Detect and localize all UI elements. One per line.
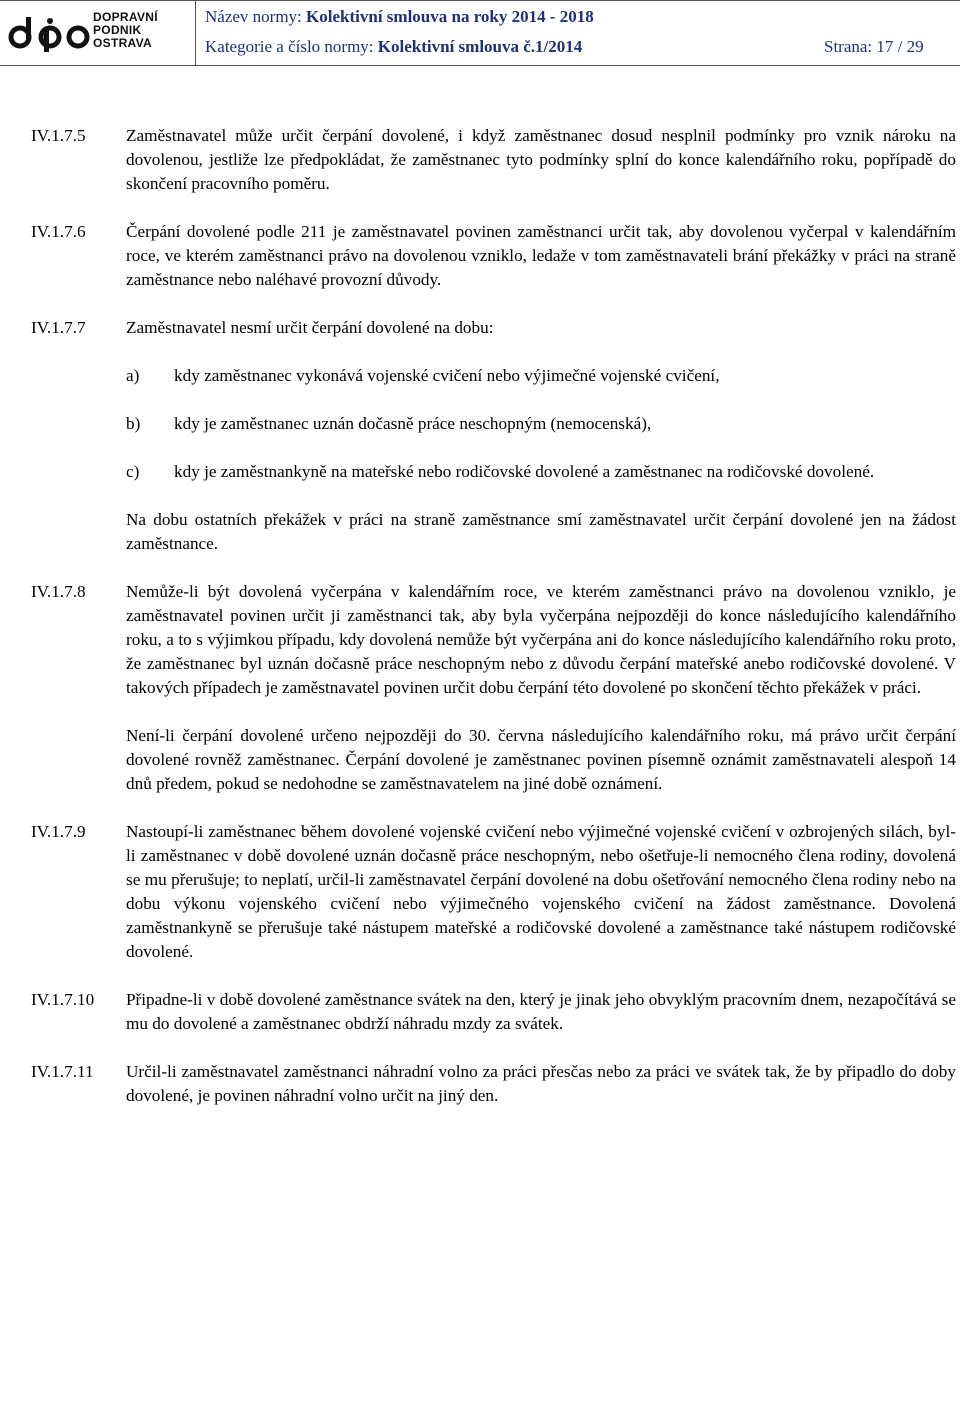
section [0, 316, 960, 556]
paragraph: Nemůže-li být dovolená vyčerpána v kalendářním roce, ve kterém zaměstnanci právo na dovolenou vzniklo, je zaměstnavatel povinen určit ji zaměstnanci tak, aby byla vyčerpána nejpozději do konce následujícího kalendářního roku, a to s výjimkou případu, kdy dovolená nemůže být vyčerpána ani do konce následujícího kalendářního roku proto, že zaměstnanec byl uznán dočasně práce neschopným nebo z důvodu čerpání mateřské anebo rodičovské dovolené. V takových případech je zaměstnavatel povinen určit dobu čerpání této dovolené po skončení těchto překážek v práci. [126, 582, 956, 697]
section-text [126, 1060, 956, 1108]
norm-category [205, 37, 582, 57]
section-number: IV.1.7.10 [31, 990, 95, 1009]
logo-line-2: PODNIK [93, 23, 142, 37]
section-text [126, 220, 956, 292]
document-header [0, 0, 960, 66]
section-text [126, 988, 956, 1036]
section [0, 124, 960, 196]
list-item-label: c) [126, 462, 140, 481]
paragraph: Určil-li zaměstnavatel zaměstnanci náhradní volno za práci přesčas nebo za práci ve svátek tak, že by připadlo do doby dovolené, je povinen náhradní volno určit na jiný den. [126, 1062, 956, 1105]
section [0, 580, 960, 796]
section-text [126, 820, 956, 964]
list-item [126, 412, 956, 436]
logo-text [93, 11, 158, 50]
list-item-text: kdy zaměstnanec vykonává vojenské cvičení nebo výjimečné vojenské cvičení, [174, 366, 720, 385]
paragraph: Čerpání dovolené podle 211 je zaměstnavatel povinen zaměstnanci určit tak, aby dovolenou vyčerpal v kalendářním roce, ve kterém zaměstnanci právo na dovolenou vzniklo, ledaže v tom zaměstnavateli brání překážky v práci na straně zaměstnance nebo naléhavé provozní důvody. [126, 222, 956, 289]
list-item-label: b) [126, 414, 141, 433]
list-item [126, 364, 956, 388]
section [0, 1060, 960, 1108]
section [0, 220, 960, 292]
section-number: IV.1.7.5 [31, 126, 86, 145]
list-item-text: kdy je zaměstnanec uznán dočasně práce neschopným (nemocenská), [174, 414, 652, 433]
section-text [126, 316, 956, 556]
section-number: IV.1.7.7 [31, 318, 86, 337]
norm-name [205, 7, 594, 27]
section [0, 988, 960, 1036]
document-body [0, 124, 960, 1132]
logo-line-1: DOPRAVNÍ [93, 10, 158, 24]
paragraph-after: Na dobu ostatních překážek v práci na straně zaměstnance smí zaměstnavatel určit čerpání dovolené jen na žádost zaměstnance. [126, 510, 956, 553]
section-number: IV.1.7.8 [31, 582, 86, 601]
company-logo [0, 1, 196, 65]
list-item-text: kdy je zaměstnankyně na mateřské nebo rodičovské dovolené a zaměstnanec na rodičovské dovolené. [174, 462, 875, 481]
norm-name-label: Název normy: [205, 7, 307, 26]
norm-category-value: Kolektivní smlouva č.1/2014 [377, 37, 583, 56]
norm-name-value: Kolektivní smlouva na roky 2014 - 2018 [306, 7, 594, 26]
section-text [126, 124, 956, 196]
dpo-logo-icon [8, 13, 92, 53]
section-number: IV.1.7.11 [31, 1062, 94, 1081]
logo-line-3: OSTRAVA [93, 36, 152, 50]
page-number: Strana: 17 / 29 [824, 37, 924, 56]
section-number: IV.1.7.6 [31, 222, 86, 241]
list-item [126, 460, 956, 484]
section-number: IV.1.7.9 [31, 822, 86, 841]
section [0, 820, 960, 964]
section-text [126, 580, 956, 796]
paragraph: Není-li čerpání dovolené určeno nejpozději do 30. června následujícího kalendářního roku, má právo určit čerpání dovolené rovněž zaměstnanec. Čerpání dovolené je zaměstnanec povinen písemně oznámit zaměstnavateli alespoň 14 dnů předem, pokud se nedohodne se zaměstnavatelem na jiné době oznámení. [126, 726, 956, 793]
norm-category-label: Kategorie a číslo normy: [205, 37, 378, 56]
paragraph: Nastoupí-li zaměstnanec během dovolené vojenské cvičení nebo výjimečné vojenské cvičení v ozbrojených silách, byl-li zaměstnanec v době dovolené uznán dočasně práce neschopným, nebo ošetřuje-li nemocného člena rodiny, dovolená se mu přerušuje; to neplatí, určil-li zaměstnavatel čerpání dovolené na dobu ošetřování nemocného člena rodiny nebo na dobu výkonu vojenského cvičení nebo výjimečného vojenského cvičení na žádost zaměstnance. Dovolená zaměstnankyně se přerušuje také nástupem mateřské a rodičovské dovolené a zaměstnance také nástupem rodičovské dovolené. [126, 822, 956, 961]
paragraph: Připadne-li v době dovolené zaměstnance svátek na den, který je jinak jeho obvyklým pracovním dnem, nezapočítává se mu do dovolené a zaměstnanec obdrží náhradu mzdy za svátek. [126, 990, 956, 1033]
list-item-label: a) [126, 366, 140, 385]
paragraph-intro: Zaměstnavatel nesmí určit čerpání dovolené na dobu: [126, 318, 494, 337]
paragraph: Zaměstnavatel může určit čerpání dovolené, i když zaměstnanec dosud nesplnil podmínky pro vznik nároku na dovolenou, jestliže lze předpokládat, že zaměstnanec tyto podmínky splní do konce kalendářního roku, popřípadě do skončení pracovního poměru. [126, 126, 956, 193]
